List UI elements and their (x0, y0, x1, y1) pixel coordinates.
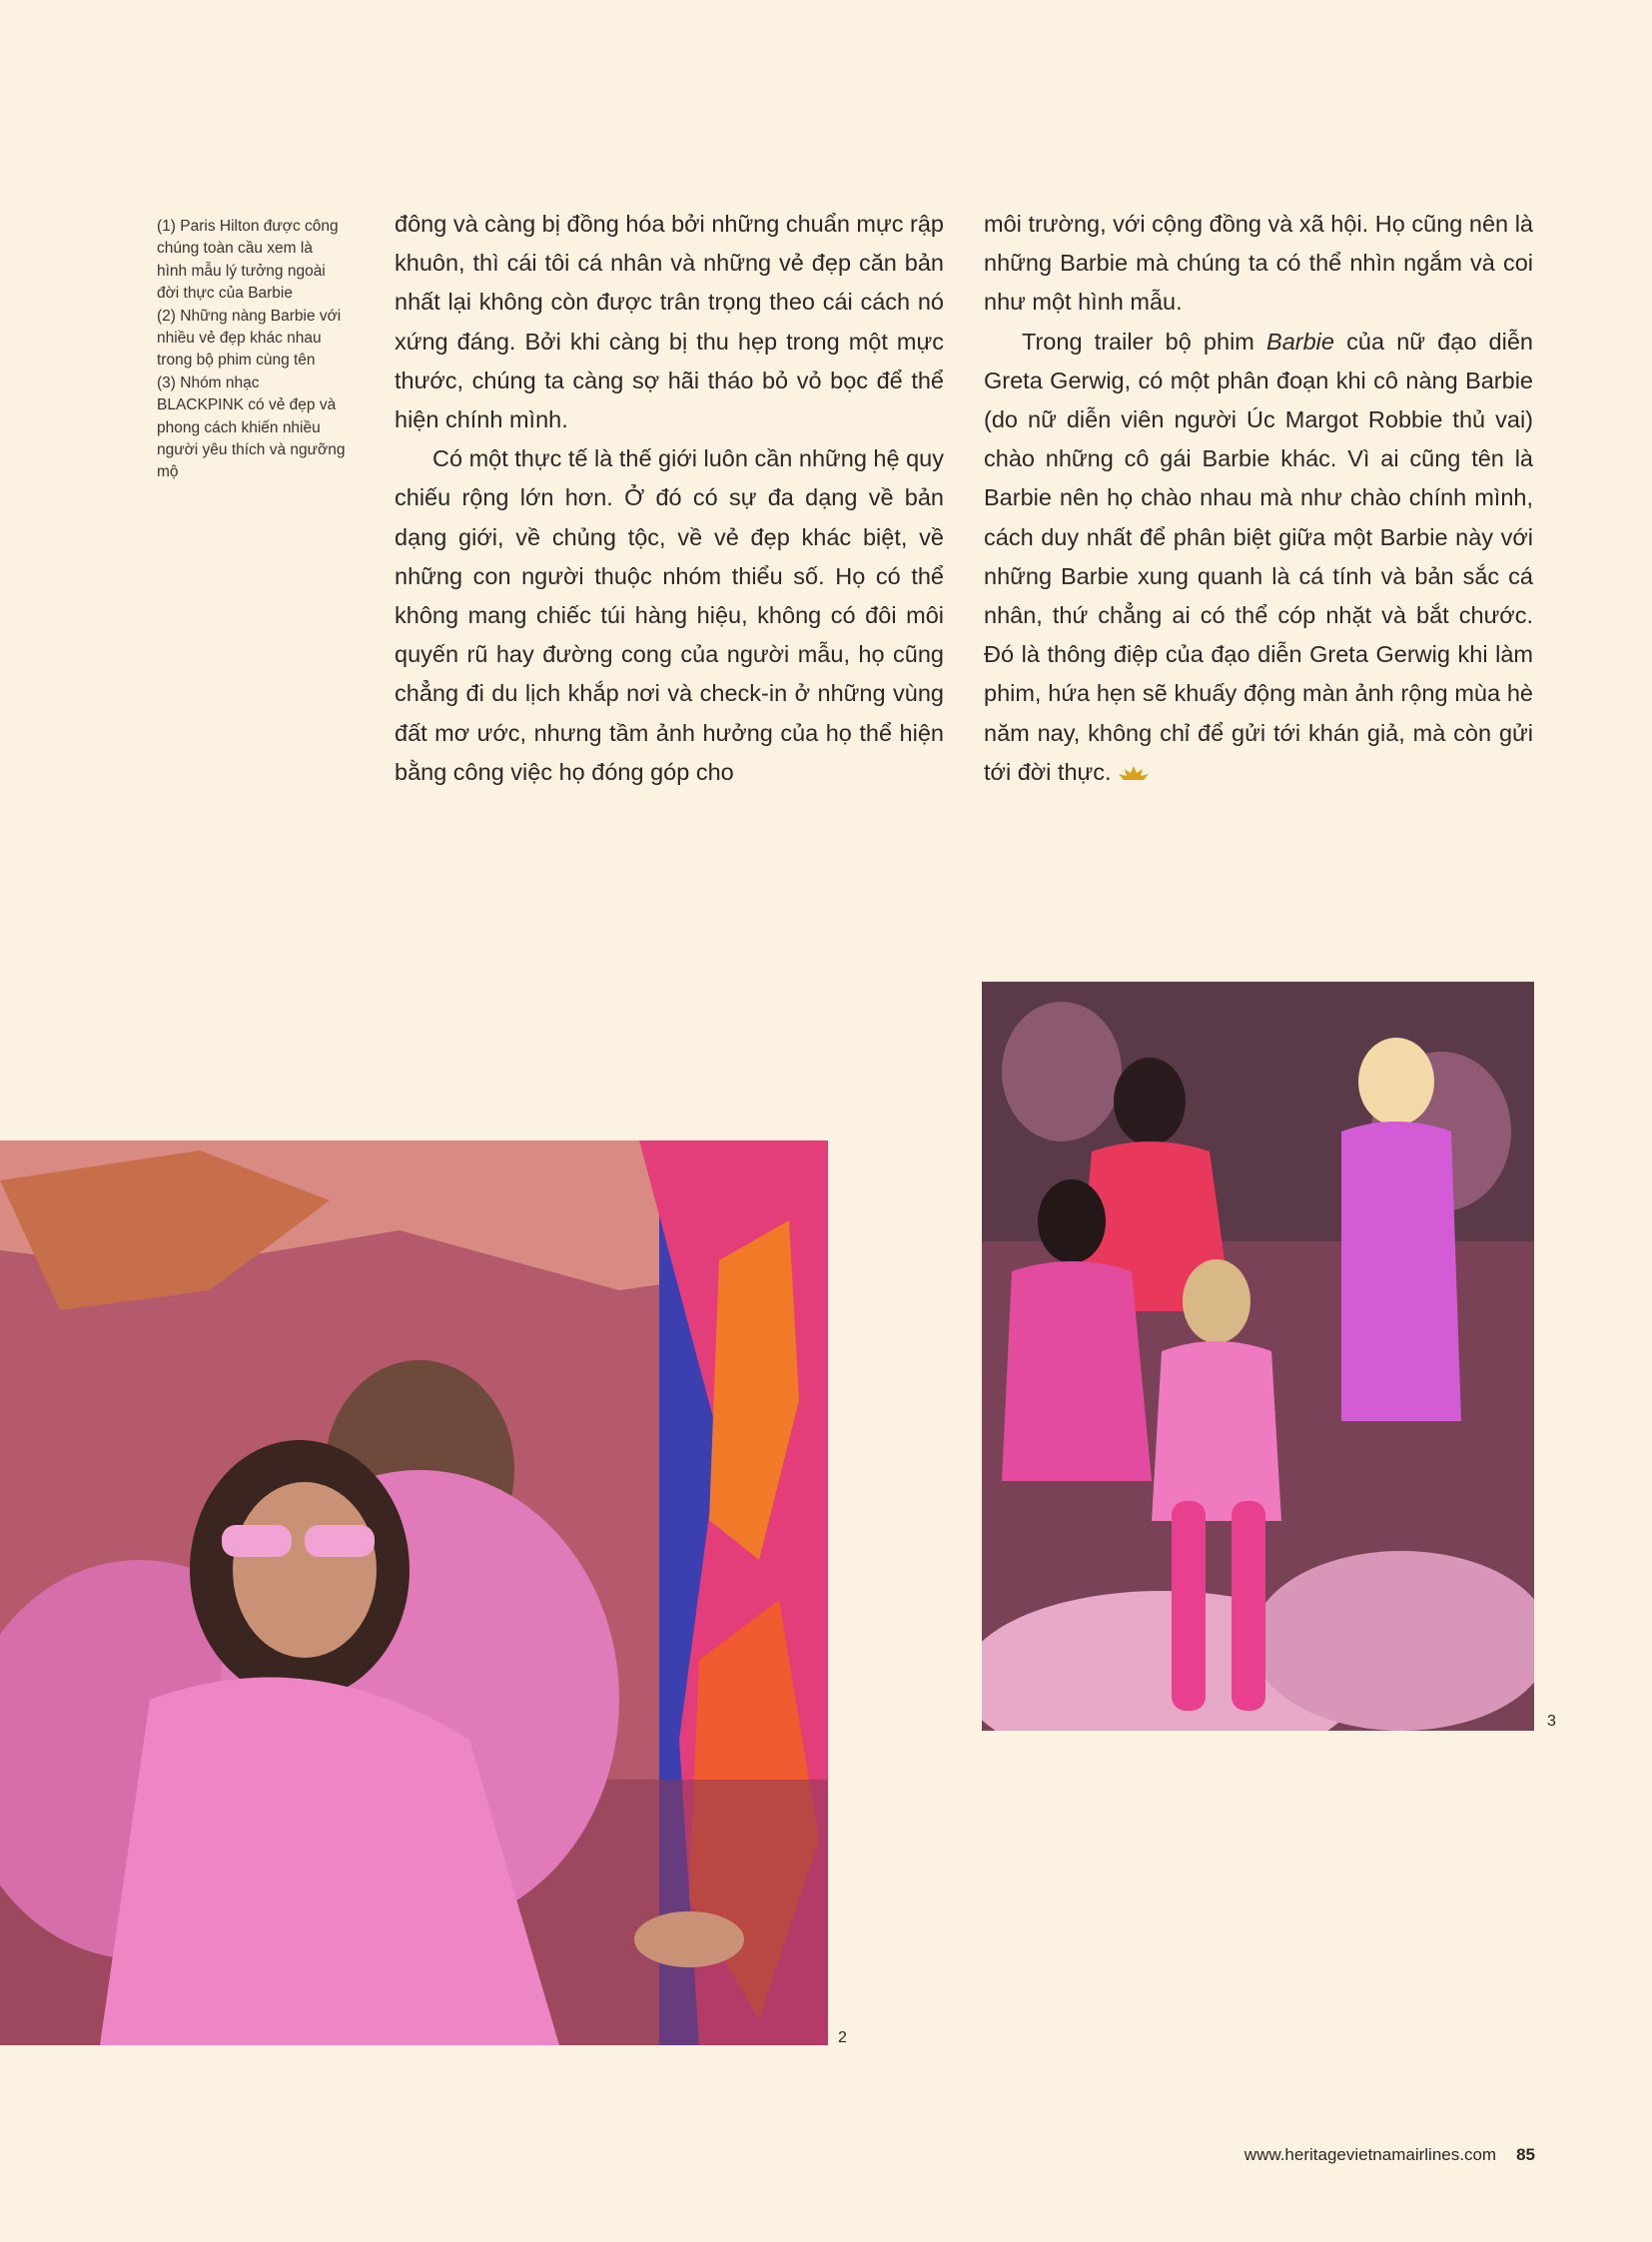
photo-number-2: 2 (838, 2029, 847, 2046)
photo-barbie-movie-scene (0, 1140, 828, 2045)
paragraph-text: của nữ đạo diễn Greta Gerwig, có một phân đoạn khi cô nàng Barbie (do nữ diễn viên người Úc Margot Robbie thủ vai) chào những cô gái Barbie khác. Vì ai cũng tên là Barbie nên họ chào nhau mà như chào chính mình, cách duy nhất để phân biệt giữa một Barbie này với những Barbie xung quanh là cá tính và bản sắc cá nhân, thứ chẳng ai có thể cóp nhặt và bắt chước. Đó là thông điệp của đạo diễn Greta Gerwig khi làm phim, hứa hẹn sẽ khuấy động màn ảnh rộng mùa hè năm nay, không chỉ để gửi tới khán giả, mà còn gửi tới đời thực. (984, 328, 1533, 785)
photo-number-3: 3 (1547, 1713, 1556, 1730)
photo-blackpink-group (982, 982, 1534, 1731)
paragraph: đông và càng bị đồng hóa bởi những chuẩn mực rập khuôn, thì cái tôi cá nhân và những vẻ đẹp căn bản nhất lại không còn được trân trọng theo cái cách nó xứng đáng. Bởi khi càng bị thu hẹp trong một mực thước, chúng ta càng sợ hãi tháo bỏ vỏ bọc để thể hiện chính mình. (395, 211, 944, 433)
page-number: 85 (1516, 2145, 1535, 2164)
caption-2: (2) Những nàng Barbie với nhiều vẻ đẹp khác nhau trong bộ phim cùng tên (157, 307, 342, 370)
paragraph-text: Trong trailer bộ phim (1022, 328, 1267, 355)
caption-3: (3) Nhóm nhạc BLACKPINK có vẻ đẹp và phong cách khiến nhiều người yêu thích và ngưỡng mộ (157, 374, 346, 481)
article-column-left (395, 205, 944, 792)
lotus-end-mark-icon (1118, 765, 1150, 781)
website-link[interactable]: www.heritagevietnamairlines.com (1243, 2145, 1497, 2164)
article-column-right (984, 205, 1533, 792)
page-footer (1244, 2145, 1535, 2165)
photo-captions (157, 216, 347, 484)
paragraph (984, 323, 1533, 792)
caption-1: (1) Paris Hilton được công chúng toàn cầu xem là hình mẫu lý tưởng ngoài đời thực của Barbie (157, 218, 339, 303)
paragraph: Có một thực tế là thế giới luôn cần những hệ quy chiếu rộng lớn hơn. Ở đó có sự đa dạng về bản dạng giới, về chủng tộc, về vẻ đẹp khác biệt, về những con người thuộc nhóm thiểu số. Họ có thể không mang chiếc túi hàng hiệu, không có đôi môi quyến rũ hay đường cong của người mẫu, họ cũng chẳng đi du lịch khắp nơi và check-in ở những vùng đất mơ ước, nhưng tầm ảnh hưởng của họ thể hiện bằng công việc họ đóng góp cho (395, 445, 944, 785)
paragraph: môi trường, với cộng đồng và xã hội. Họ cũng nên là những Barbie mà chúng ta có thể nhìn ngắm và coi như một hình mẫu. (984, 211, 1533, 316)
film-title: Barbie (1266, 328, 1334, 355)
